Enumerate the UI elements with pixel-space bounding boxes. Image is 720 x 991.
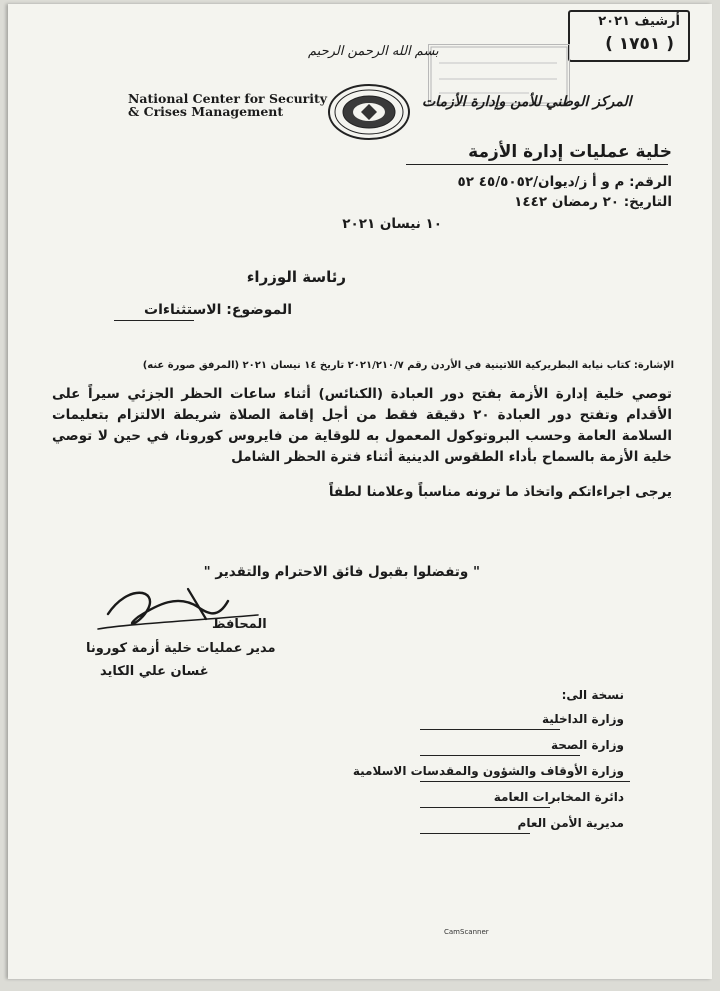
copy-underline [420, 781, 630, 782]
copy-underline [420, 755, 580, 756]
org-name-english-line1: National Center for Security [128, 91, 328, 106]
addressee: رئاسة الوزراء [246, 268, 346, 286]
scanner-watermark: CamScanner [444, 928, 489, 936]
body-paragraph: توصي خلية إدارة الأزمة بفتح دور العبادة (الكنائس) أثناء ساعات الحظر الجزئي سيراً على الأقدام وتفتح دور العبادة ٢٠ دقيقة فقط من أجل إقامة الصلاة شريطة الالتزام بتعليمات السلامة العامة وحسب البروتوكول المعمول به للوقاية من فايروس كورونا، في حين لا توصي خلية الأزمة بالسماح بأداء الطقوس الدينية أثناء فترة الحظر الشامل [52, 386, 672, 465]
signatory-role: مدير عمليات خلية أزمة كورونا [86, 641, 276, 656]
copy-underline [420, 807, 550, 808]
subject: الموضوع: الاستثناءات [144, 302, 292, 318]
closing-line: " وتفضلوا بقبول فائق الاحترام والتقدير " [203, 564, 480, 580]
reference-note: الإشارة: كتاب نيابة البطريركية اللاتينية في الأردن رقم ٢٠٢١/٢١٠/٧ تاريخ ١٤ نيسان ٢٠٢١ (المرفق صورة عنه) [142, 360, 674, 371]
archive-stamp [568, 10, 690, 62]
copy-recipient: مديرية الأمن العام [517, 816, 624, 830]
document-page [8, 4, 712, 979]
request-line: يرجى اجراءاتكم واتخاذ ما ترونه مناسباً وعلامنا لطفاً [328, 484, 672, 500]
copy-recipient: وزارة الأوقاف والشؤون والمقدسات الاسلامية [352, 764, 624, 778]
date-gregorian: ١٠ نيسان ٢٠٢١ [342, 216, 442, 232]
basmala: بسم الله الرحمن الرحيم [308, 44, 439, 59]
signatory-title: المحافظ [212, 617, 267, 632]
cell-title: خلية عمليات إدارة الأزمة [468, 142, 672, 162]
date-hijri: التاريخ: ٢٠ رمضان ١٤٤٢ [514, 194, 672, 210]
copy-recipient: وزارة الداخلية [541, 712, 624, 726]
copies-heading: نسخة الى: [561, 688, 624, 702]
copy-underline [420, 833, 530, 834]
center-emblem-icon [326, 82, 412, 142]
subject-underline [114, 320, 194, 321]
copy-recipient: دائرة المخابرات العامة [493, 790, 624, 804]
archive-stamp-number: ( ١٧٥١ ) [605, 34, 674, 54]
org-name-arabic: المركز الوطني للأمن وإدارة الأزمات [422, 94, 632, 110]
cell-title-underline [406, 164, 668, 165]
org-name-english [128, 92, 327, 118]
org-name-english-line2: & Crises Management [128, 104, 284, 119]
signatory-name: غسان علي الكايد [100, 664, 209, 679]
copy-underline [420, 729, 560, 730]
archive-stamp-label: أرشيف ٢٠٢١ [598, 14, 680, 29]
reference-number: الرقم: م و أ ز/ديوان/٤٥/٥٠٥٢ ٥٢ [457, 174, 672, 190]
copy-recipient: وزارة الصحة [550, 738, 624, 752]
